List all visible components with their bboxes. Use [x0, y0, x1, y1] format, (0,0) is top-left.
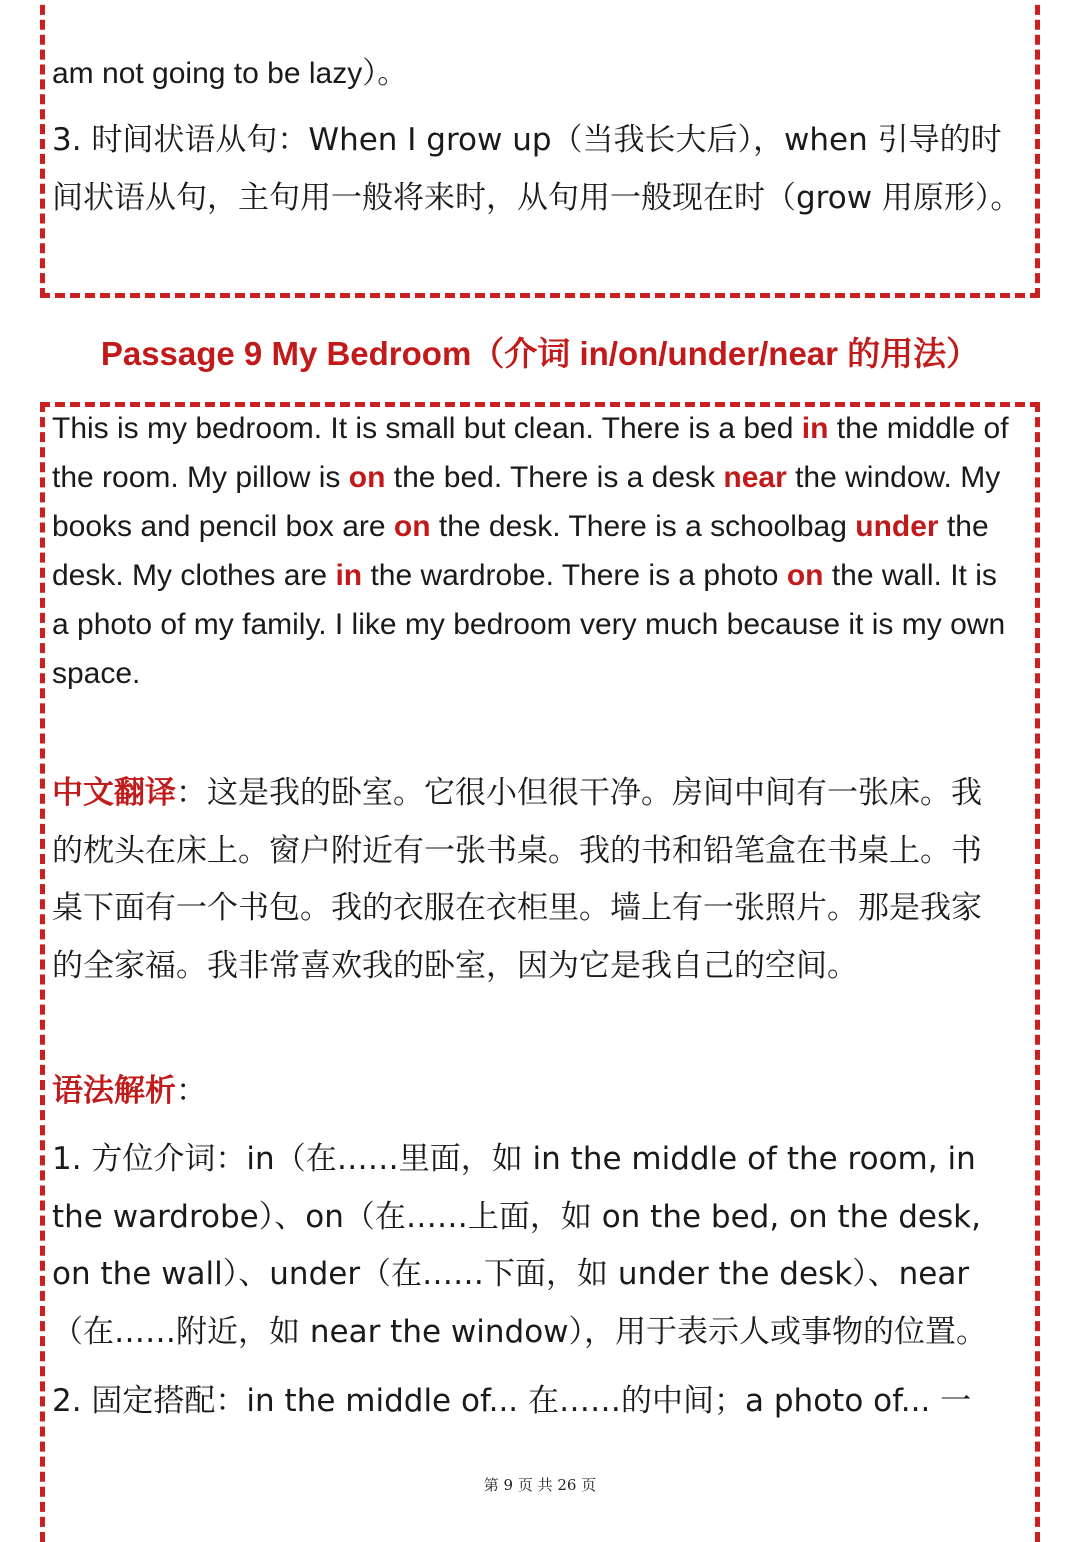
preposition-highlight: on — [393, 510, 431, 543]
passage-seg: the desk. There is a schoolbag — [430, 510, 856, 543]
chinese-translation — [52, 765, 997, 995]
grammar-colon: ： — [176, 1073, 207, 1109]
continued-line: am not going to be lazy）。 — [52, 57, 408, 90]
item-3-time-clause: 3. 时间状语从句：When I grow up（当我长大后），when 引导的时间状语从句，主句用一般将来时，从句用一般现在时（grow 用原形）。 — [52, 122, 1022, 216]
grammar-item-1: 1. 方位介词：in（在……里面，如 in the middle of the room, in the wardrobe）、on（在……上面，如 on the bed, on the desk, on the wall）、under（在……下面，如 under the desk）、near（在……附近，如 near the window），用于表示人或事物的位置。 — [52, 1141, 988, 1350]
preposition-highlight: under — [855, 510, 939, 543]
preposition-highlight: on — [786, 559, 824, 592]
passage-title: Passage 9 My Bedroom（介词 in/on/under/near 的用法） — [100, 335, 980, 372]
preposition-highlight: on — [348, 461, 386, 494]
passage-seg: the bed. There is a desk — [385, 461, 724, 494]
translation-label: 中文翻译 — [52, 775, 176, 811]
grammar-heading — [52, 1063, 997, 1121]
translation-text: ：这是我的卧室。它很小但很干净。房间中间有一张床。我的枕头在床上。窗户附近有一张书桌。我的书和铅笔盒在书桌上。书桌下面有一个书包。我的衣服在衣柜里。墙上有一张照片。那是我家的全家福。我非常喜欢我的卧室，因为它是我自己的空间。 — [52, 775, 982, 984]
passage-seg: the window. My books and pencil box are — [52, 461, 1001, 543]
passage-text — [52, 404, 1020, 698]
preposition-highlight: near — [723, 461, 787, 494]
grammar-label: 语法解析 — [52, 1073, 176, 1109]
passage-seg: the desk. My clothes are — [52, 510, 989, 592]
passage-seg: the wardrobe. There is a photo — [362, 559, 787, 592]
passage-seg: the wall. It is a photo of my family. I like my bedroom very much because it is my own space. — [52, 559, 1006, 690]
preposition-highlight: in — [801, 412, 829, 445]
passage-seg: This is my bedroom. It is small but clean. There is a bed — [52, 412, 802, 445]
passage-seg: the middle of the room. My pillow is — [52, 412, 1009, 494]
grammar-item-2: 2. 固定搭配：in the middle of... 在……的中间；a photo of... 一 — [52, 1383, 972, 1419]
preposition-highlight: in — [335, 559, 363, 592]
page-footer: 第 9 页 共 26 页 — [483, 1476, 597, 1494]
